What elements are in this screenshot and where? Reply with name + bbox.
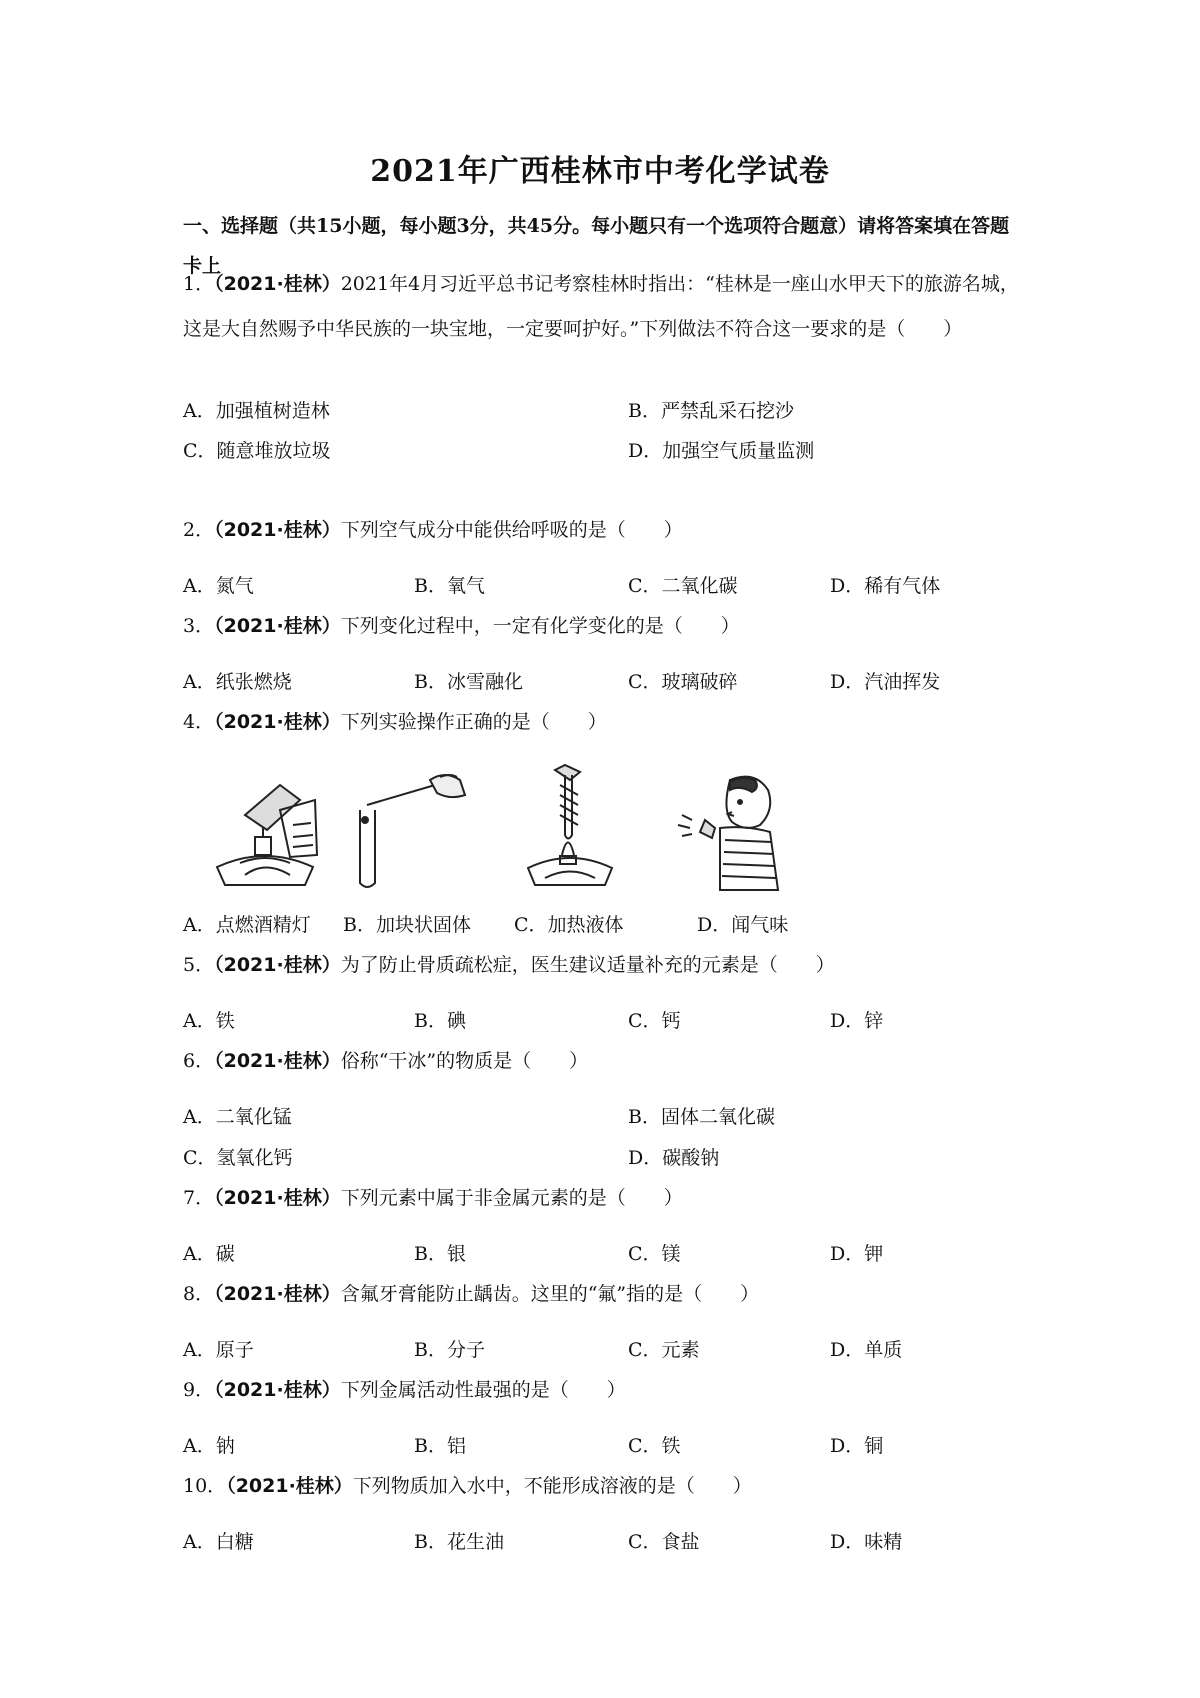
option-c: C．氢氧化钙 xyxy=(183,1147,293,1169)
option-d: D．碳酸钠 xyxy=(628,1147,720,1169)
option-d: D．稀有气体 xyxy=(830,575,941,597)
option-a: A．加强植树造林 xyxy=(183,400,330,422)
option-c: C．二氧化碳 xyxy=(628,575,738,597)
option-b: B．固体二氧化碳 xyxy=(628,1106,775,1128)
option-d: D．单质 xyxy=(830,1339,903,1361)
question-number: 2． xyxy=(183,519,215,541)
option-c: C．食盐 xyxy=(628,1531,700,1553)
question-number: 6． xyxy=(183,1050,215,1072)
question-source-tag: （2021·桂林） xyxy=(226,1475,353,1497)
question-4 xyxy=(183,700,1023,745)
option-a: A．原子 xyxy=(183,1339,254,1361)
question-source-tag: （2021·桂林） xyxy=(214,954,341,976)
question-source-tag: （2021·桂林） xyxy=(214,711,341,733)
option-d: D．铜 xyxy=(830,1435,884,1457)
alcohol-lamp-figure xyxy=(205,775,325,895)
heating-liquid-figure xyxy=(510,760,630,895)
option-a: A．氮气 xyxy=(183,575,254,597)
option-b: B．碘 xyxy=(414,1010,466,1032)
question-text: 下列变化过程中，一定有化学变化的是（ ） xyxy=(340,615,740,637)
option-b: B．严禁乱采石挖沙 xyxy=(628,400,794,422)
question-8 xyxy=(183,1272,1023,1317)
option-b: B．银 xyxy=(414,1243,466,1265)
option-b: B．加块状固体 xyxy=(343,914,471,936)
option-a: A．铁 xyxy=(183,1010,235,1032)
question-text: 含氟牙膏能防止龋齿。这里的“氟”指的是（ ） xyxy=(340,1283,760,1305)
question-source-tag: （2021·桂林） xyxy=(214,1187,341,1209)
option-d: D．味精 xyxy=(830,1531,903,1553)
question-text: 下列金属活动性最强的是（ ） xyxy=(340,1379,626,1401)
question-source-tag: （2021·桂林） xyxy=(214,1050,341,1072)
question-source-tag: （2021·桂林） xyxy=(214,519,341,541)
question-number: 3． xyxy=(183,615,215,637)
option-c: C．加热液体 xyxy=(514,914,624,936)
option-b: B．冰雪融化 xyxy=(414,671,523,693)
section-heading: 一、选择题（共15小题，每小题3分，共45分。每小题只有一个选项符合题意）请将答案填在答题卡上 xyxy=(183,215,1010,277)
question-text: 为了防止骨质疏松症，医生建议适量补充的元素是（ ） xyxy=(340,954,835,976)
option-d: D．闻气味 xyxy=(697,914,789,936)
question-5 xyxy=(183,943,1023,988)
option-c: C．镁 xyxy=(628,1243,681,1265)
option-a: A．点燃酒精灯 xyxy=(183,914,311,936)
option-a: A．白糖 xyxy=(183,1531,254,1553)
question-source-tag: （2021·桂林） xyxy=(214,1379,341,1401)
option-a: A．纸张燃烧 xyxy=(183,671,292,693)
question-1 xyxy=(183,262,1023,352)
option-c: C．铁 xyxy=(628,1435,681,1457)
question-number: 10． xyxy=(183,1475,227,1497)
smelling-odor-figure xyxy=(660,770,795,895)
test-tube-solid-figure xyxy=(345,765,475,895)
question-source-tag: （2021·桂林） xyxy=(214,273,341,295)
question-number: 9． xyxy=(183,1379,215,1401)
question-text: 2021年4月习近平总书记考察桂林时指出：“桂林是一座山水甲天下的旅游名城，这是大自然赐予中华民族的一块宝地，一定要呵护好。”下列做法不符合这一要求的是（ ） xyxy=(183,273,1019,340)
option-c: C．玻璃破碎 xyxy=(628,671,738,693)
question-6 xyxy=(183,1039,1023,1084)
question-10 xyxy=(183,1464,1023,1509)
question-text: 下列元素中属于非金属元素的是（ ） xyxy=(340,1187,683,1209)
option-b: B．铝 xyxy=(414,1435,466,1457)
option-b: B．氧气 xyxy=(414,575,485,597)
option-d: D．钾 xyxy=(830,1243,884,1265)
option-d: D．锌 xyxy=(830,1010,884,1032)
question-source-tag: （2021·桂林） xyxy=(214,615,341,637)
question-number: 1． xyxy=(183,273,215,295)
option-c: C．钙 xyxy=(628,1010,681,1032)
option-d: D．加强空气质量监测 xyxy=(628,440,815,462)
question-9 xyxy=(183,1368,1023,1413)
option-c: C．随意堆放垃圾 xyxy=(183,440,331,462)
question-number: 7． xyxy=(183,1187,215,1209)
option-d: D．汽油挥发 xyxy=(830,671,941,693)
question-text: 下列空气成分中能供给呼吸的是（ ） xyxy=(340,519,683,541)
page-title: 2021年广西桂林市中考化学试卷 xyxy=(370,154,830,189)
option-c: C．元素 xyxy=(628,1339,700,1361)
option-a: A．二氧化锰 xyxy=(183,1106,292,1128)
option-b: B．花生油 xyxy=(414,1531,504,1553)
question-3 xyxy=(183,604,1023,649)
question-number: 5． xyxy=(183,954,215,976)
question-text: 俗称“干冰”的物质是（ ） xyxy=(340,1050,589,1072)
question-number: 4． xyxy=(183,711,215,733)
question-2 xyxy=(183,508,1023,553)
question-7 xyxy=(183,1176,1023,1221)
question-number: 8． xyxy=(183,1283,215,1305)
option-a: A．碳 xyxy=(183,1243,235,1265)
question-text: 下列实验操作正确的是（ ） xyxy=(340,711,607,733)
question-source-tag: （2021·桂林） xyxy=(214,1283,341,1305)
option-b: B．分子 xyxy=(414,1339,485,1361)
option-a: A．钠 xyxy=(183,1435,235,1457)
question-text: 下列物质加入水中，不能形成溶液的是（ ） xyxy=(352,1475,752,1497)
